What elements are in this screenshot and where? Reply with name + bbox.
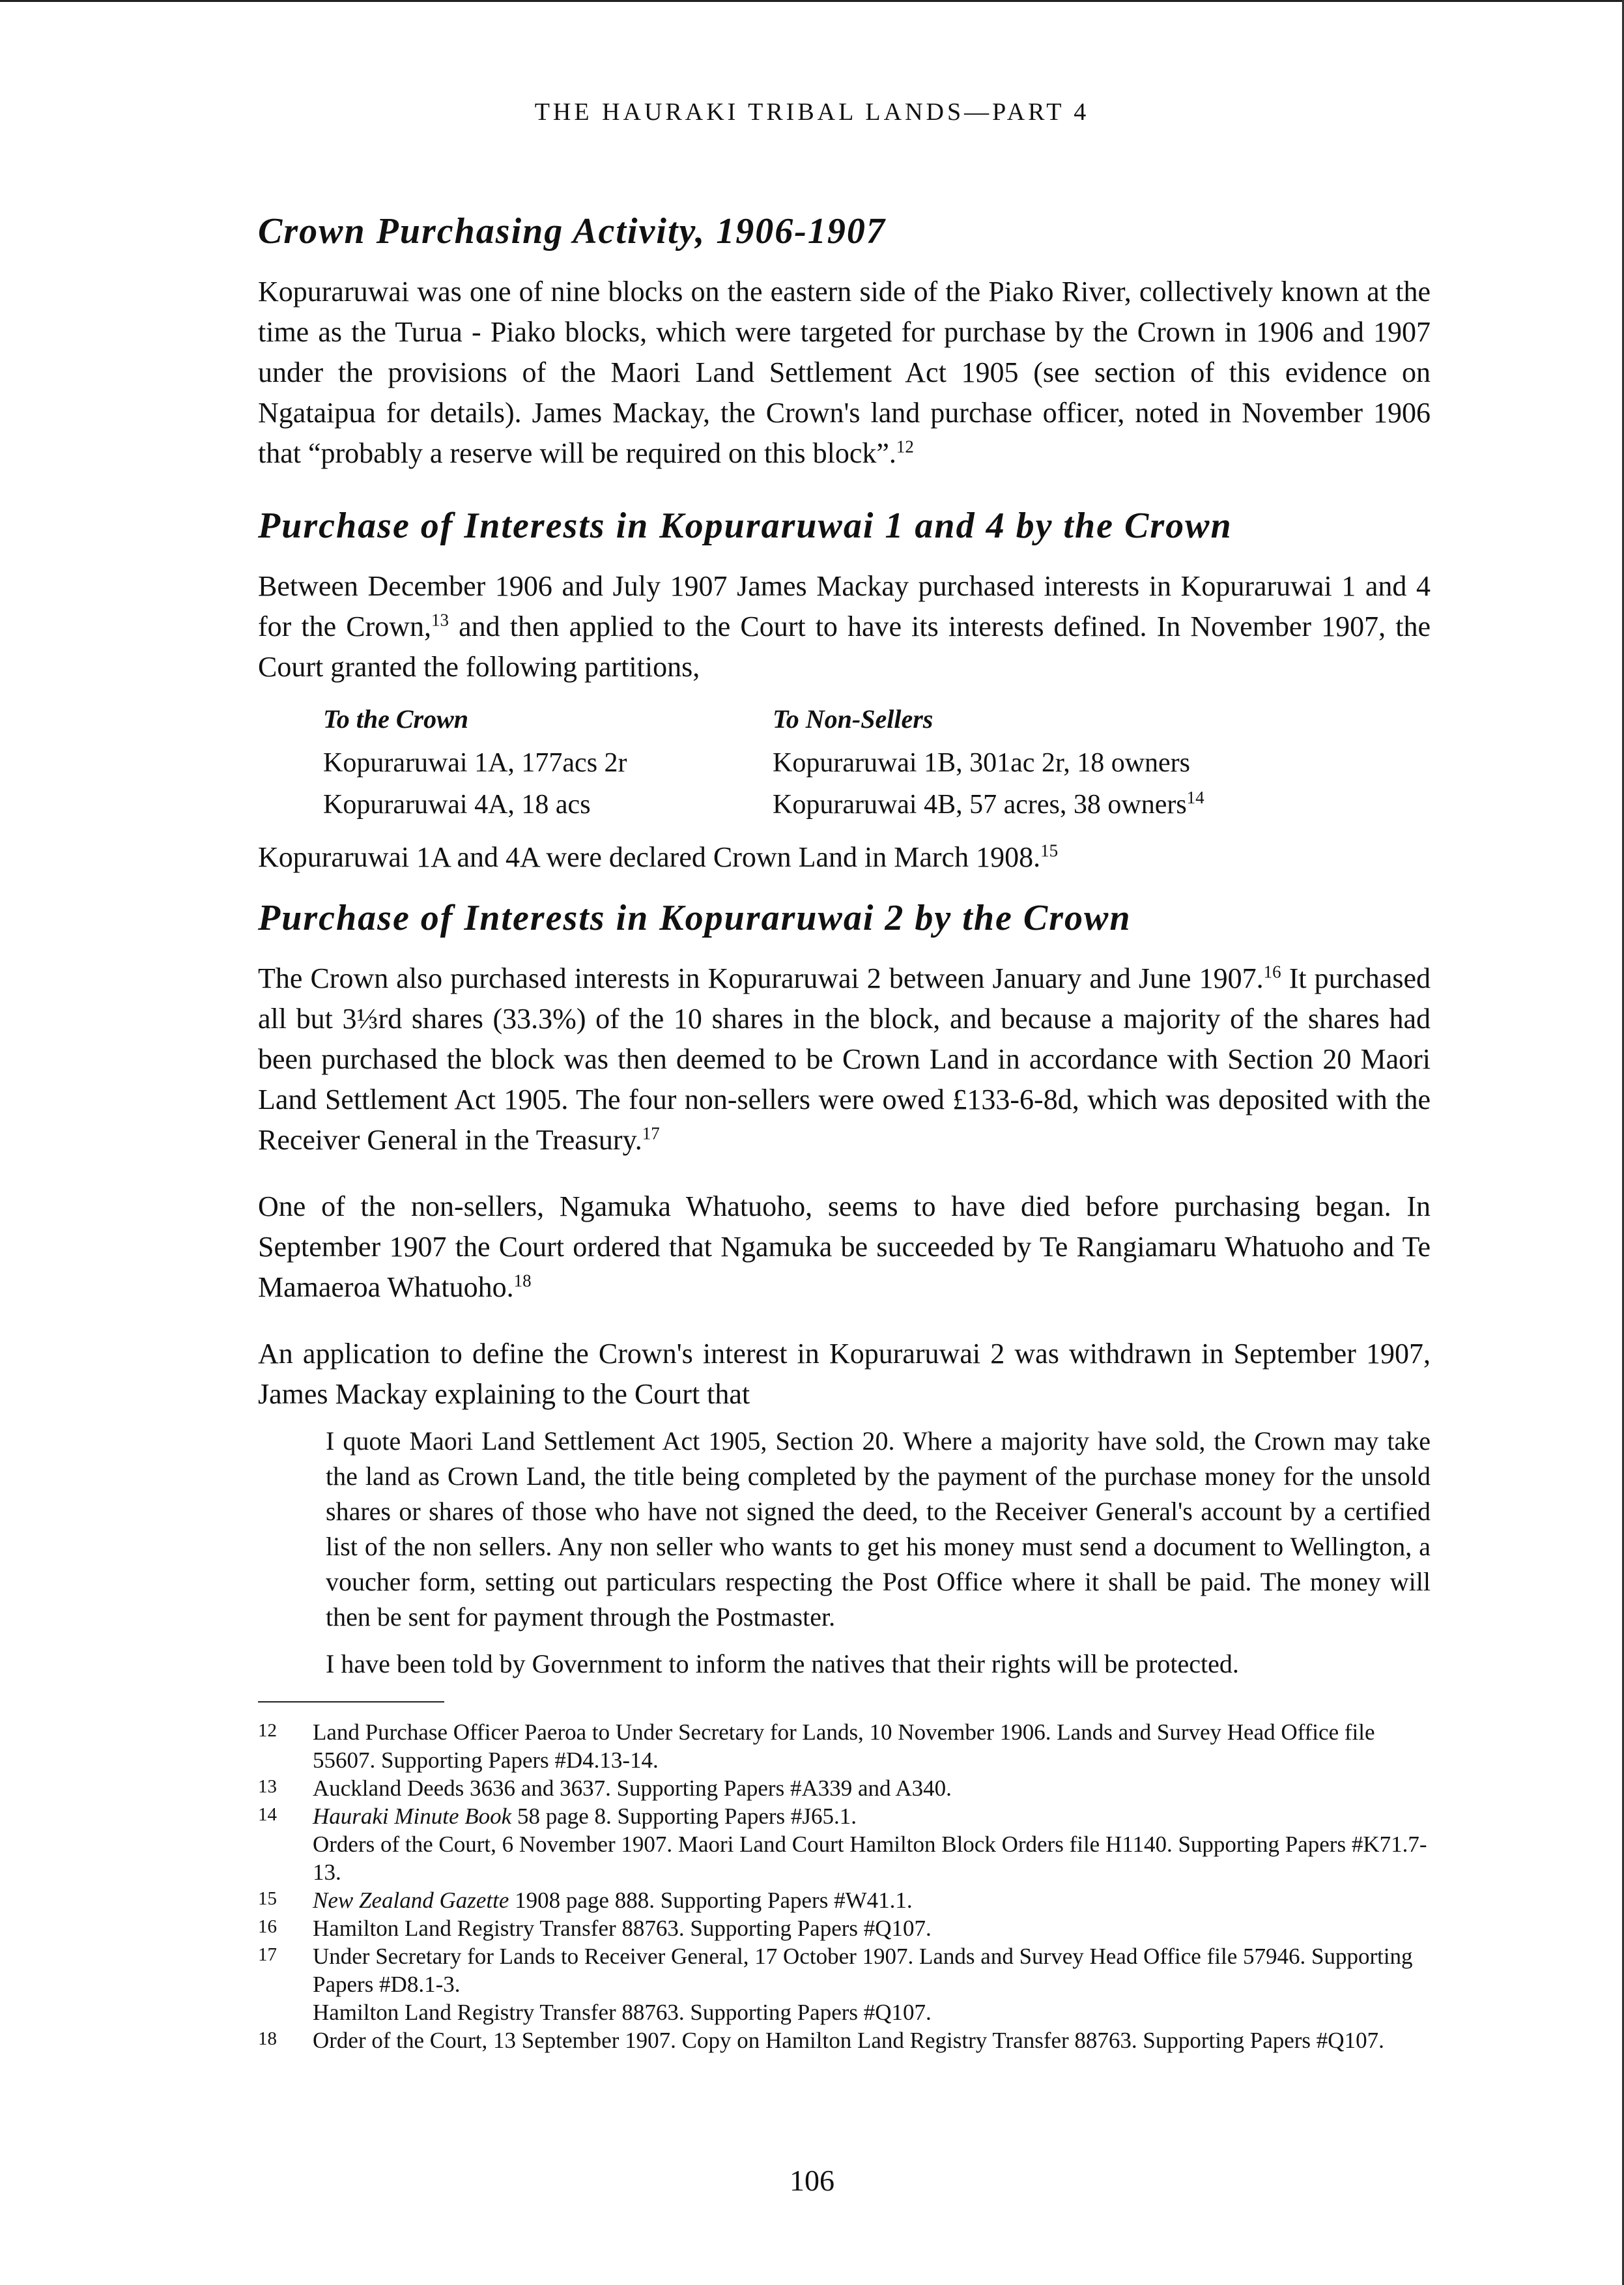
footnote-text: Hamilton Land Registry Transfer 88763. Supporting Papers #Q107.: [313, 1916, 932, 1941]
footnote-number: 13: [258, 1776, 277, 1797]
paragraph-text: and then applied to the Court to have its interests defined. In November 1907, the Court granted the following partitions,: [258, 611, 1431, 683]
table-cell: Kopuraruwai 1B, 301ac 2r, 18 owners: [773, 748, 1190, 778]
table-cell: Kopuraruwai 1A, 177acs 2r: [323, 748, 627, 778]
footnote-13: [258, 1774, 1431, 1802]
column-header-to-crown: To the Crown: [323, 704, 469, 734]
cell-text: Kopuraruwai 4B, 57 acres, 38 owners: [773, 790, 1187, 820]
footnote-18: [258, 2026, 1431, 2054]
footnote-ref: 16: [1263, 962, 1281, 982]
paragraph-text: One of the non-sellers, Ngamuka Whatuoho, seems to have died before purchasing began. In September 1907 the Court ordered that Ngamuka be succeeded by Te Rangiamaru Whatuoho and Te Mamaeroa Whatuoho.: [258, 1190, 1431, 1303]
footnote-ref: 18: [513, 1271, 532, 1291]
paragraph-application-withdrawn: An application to define the Crown's interest in Kopuraruwai 2 was withdrawn in September 1907, James Mackay explaining to the Court that: [258, 1338, 1431, 1410]
footnote-ref: 14: [1186, 788, 1204, 807]
paragraph-non-sellers: [258, 1186, 1431, 1308]
section-heading-purchase-2: Purchase of Interests in Kopuraruwai 2 by the Crown: [258, 898, 1132, 938]
column-header-to-non-sellers: To Non-Sellers: [773, 704, 933, 734]
section-heading-crown-purchasing: Crown Purchasing Activity, 1906-1907: [258, 211, 886, 251]
footnote-ref: 12: [896, 437, 914, 457]
footnote-17: [258, 1942, 1431, 2026]
paragraph-crown-land-declared: [258, 837, 1431, 878]
quote-paragraph: I have been told by Government to inform the natives that their rights will be protected.: [326, 1649, 1239, 1678]
paragraph-text: Kopuraruwai 1A and 4A were declared Crown Land in March 1908.: [258, 841, 1041, 873]
footnote-number: 18: [258, 2028, 277, 2049]
footnotes: [258, 1718, 1431, 2054]
footnote-15: [258, 1886, 1431, 1914]
table-row: [323, 742, 1431, 784]
publication-title: New Zealand Gazette: [313, 1888, 509, 1913]
table-cell: [773, 784, 1431, 826]
page-number: 106: [790, 2164, 834, 2197]
footnote-text: [313, 1886, 1431, 1914]
footnote-ref: 13: [431, 610, 449, 630]
footnote-12: [258, 1718, 1431, 1774]
paragraph-text: The Crown also purchased interests in Kopuraruwai 2 between January and June 1907.: [258, 962, 1264, 994]
quote-paragraph: I quote Maori Land Settlement Act 1905, Section 20. Where a majority have sold, the Crown may take the land as Crown Land, the title being completed by the payment of the purchase money for the unsold shares or shares of those who have not signed the deed, to the Receiver General's account by a certified list of the non sellers. Any non seller who wants to get his money must send a document to Wellington, a voucher form, setting out particulars respecting the Post Office where it shall be paid. The money will then be sent for payment through the Postmaster.: [326, 1426, 1431, 1631]
partition-table: [323, 697, 1431, 826]
footnote-ref: 15: [1040, 841, 1059, 861]
paragraph-crown-purchasing: [258, 272, 1431, 474]
footnote-separator: [258, 1701, 444, 1703]
footnote-14: [258, 1802, 1431, 1886]
footnote-line-text: 1908 page 888. Supporting Papers #W41.1.: [509, 1888, 913, 1913]
footnote-line-text: 58 page 8. Supporting Papers #J65.1.: [511, 1804, 857, 1829]
paragraph-text: It purchased all but 3⅓rd shares (33.3%) of the 10 shares in the block, and because a majority of the shares had been purchased the block was then deemed to be Crown Land in accordance with Section 20 Maori Land Settlement Act 1905. The four non-sellers were owed £133-6-8d, which was deposited with the Receiver General in the Treasury.: [258, 962, 1431, 1156]
block-quote: [326, 1424, 1431, 1682]
publication-title: Hauraki Minute Book: [313, 1804, 512, 1829]
section-heading-purchase-1-and-4: Purchase of Interests in Kopuraruwai 1 and 4 by the Crown: [258, 506, 1232, 546]
footnote-number: 15: [258, 1888, 277, 1909]
footnote-text: Auckland Deeds 3636 and 3637. Supporting Papers #A339 and A340.: [313, 1775, 952, 1801]
page-content: [258, 205, 1431, 2054]
paragraph-text: Between December 1906 and July 1907 James Mackay purchased interests in Kopuraruwai 1 and 4 for the Crown,: [258, 570, 1431, 642]
table-row: [323, 784, 1431, 826]
footnote-line: Hamilton Land Registry Transfer 88763. Supporting Papers #Q107.: [313, 2000, 932, 2025]
footnote-number: 16: [258, 1916, 277, 1937]
footnote-number: 14: [258, 1804, 277, 1825]
footnote-ref: 17: [642, 1123, 660, 1143]
footnote-line: Orders of the Court, 6 November 1907. Maori Land Court Hamilton Block Orders file H1140. Supporting Papers #K71.7-13.: [313, 1832, 1427, 1885]
footnote-text: [313, 1802, 1431, 1886]
footnote-text: [313, 1942, 1431, 2026]
footnote-16: [258, 1914, 1431, 1942]
paragraph-purchase-2: [258, 958, 1431, 1160]
footnote-number: 17: [258, 1944, 277, 1965]
footnote-number: 12: [258, 1720, 277, 1741]
paragraph-purchase-1-and-4: [258, 566, 1431, 687]
footnote-text: Order of the Court, 13 September 1907. Copy on Hamilton Land Registry Transfer 88763. Supporting Papers #Q107.: [313, 2028, 1384, 2053]
footnote-line: Under Secretary for Lands to Receiver General, 17 October 1907. Lands and Survey Head Office file 57946. Supporting Papers #D8.1-3.: [313, 1944, 1413, 1997]
running-head: THE HAURAKI TRIBAL LANDS—PART 4: [534, 98, 1090, 126]
table-cell: Kopuraruwai 4A, 18 acs: [323, 790, 591, 820]
footnote-line: [313, 1802, 1431, 1830]
top-border-line: [0, 0, 1624, 2]
paragraph-text: Kopuraruwai was one of nine blocks on the eastern side of the Piako River, collectively known at the time as the Turua - Piako blocks, which were targeted for purchase by the Crown in 1906 and 1907 under the provisions of the Maori Land Settlement Act 1905 (see section of this evidence on Ngataipua for details). James Mackay, the Crown's land purchase officer, noted in November 1906 that “probably a reserve will be required on this block”.: [258, 276, 1431, 469]
footnote-text: Land Purchase Officer Paeroa to Under Secretary for Lands, 10 November 1906. Lands and Survey Head Office file 55607. Supporting Papers #D4.13-14.: [313, 1719, 1375, 1773]
partition-table-header: [323, 697, 1431, 742]
